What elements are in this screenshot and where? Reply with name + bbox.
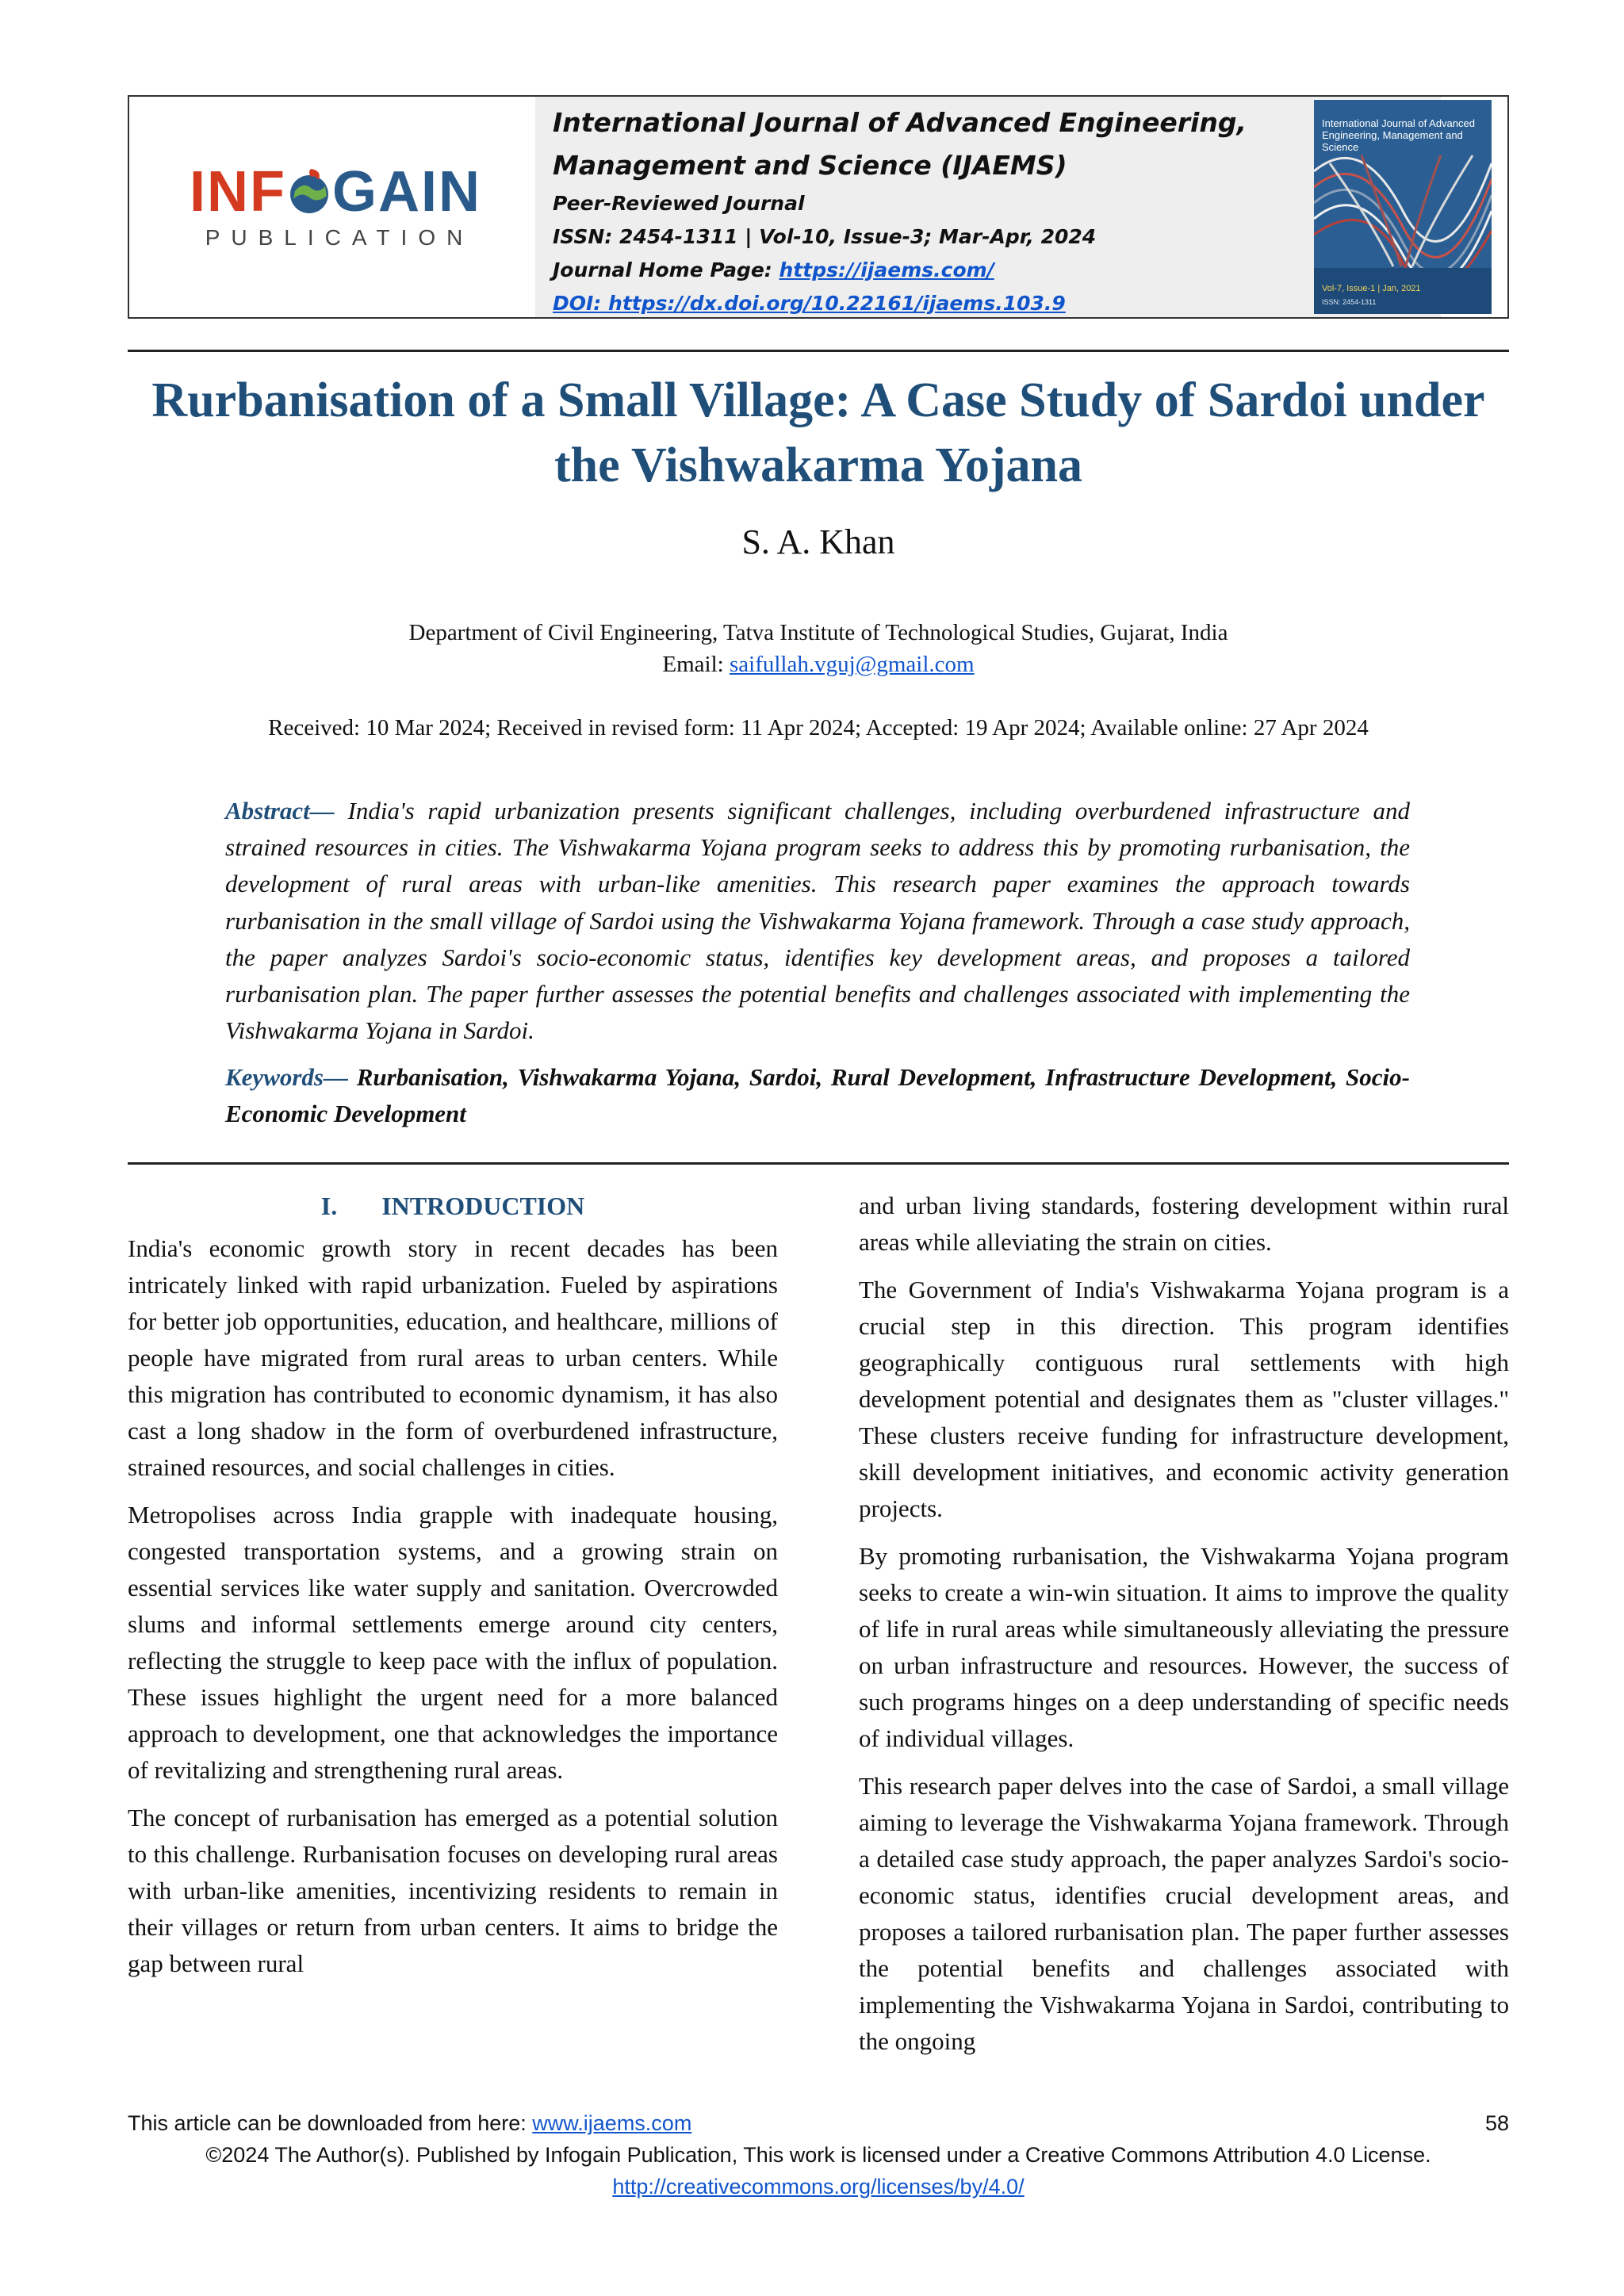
download-label: This article can be downloaded from here: <box>128 2111 533 2135</box>
globe-icon <box>287 167 331 216</box>
section-heading-introduction <box>128 1188 778 1224</box>
keywords-text: Rurbanisation, Vishwakarma Yojana, Sardoi, Rural Development, Infrastructure Development, Socio-Economic Development <box>225 1063 1410 1127</box>
paragraph: Metropolises across India grapple with inadequate housing, congested transportation systems, and a growing strain on essential services like water supply and sanitation. Overcrowded slums and informal settlements emerge around city centers, reflecting the struggle to keep pace with the influx of population. These issues highlight the urgent need for a more balanced approach to development, one that acknowledges the importance of revitalizing and strengthening rural areas. <box>128 1501 778 1784</box>
license-link[interactable]: http://creativecommons.org/licenses/by/4.0/ <box>612 2175 1025 2198</box>
paragraph: The concept of rurbanisation has emerged as a potential solution to this challenge. Rurbanisation focuses on developing rural areas with urban-like amenities, incentivizing residents to remain in their villages or return from urban centers. It aims to bridge the gap between rural <box>128 1804 778 1977</box>
paper-title: Rurbanisation of a Small Village: A Case Study of Sardoi under the Vishwakarma Yojana <box>151 373 1485 492</box>
publisher-logo <box>145 97 526 317</box>
author-name: S. A. Khan <box>741 522 895 561</box>
paragraph: By promoting rurbanisation, the Vishwakarma Yojana program seeks to create a win-win situation. It aims to improve the quality of life in rural areas while simultaneously alleviating the pressure on urban infrastructure and resources. However, the success of such programs hinges on a deep understanding of specific needs of individual villages. <box>859 1542 1509 1752</box>
peer-reviewed-label: Peer-Reviewed Journal <box>553 192 805 215</box>
license-line <box>128 2171 1509 2202</box>
footer-download-line <box>128 2107 1509 2139</box>
abstract-label: Abstract— <box>225 797 335 825</box>
logo-text-part2: GAIN <box>331 160 481 224</box>
email-label: Email: <box>662 652 730 677</box>
paragraph: India's economic growth story in recent decades has been intricately linked with rapid urbanization. Fueled by aspirations for better job opportunities, education, and healthcare, millions of people have migrated from rural areas to urban centers. While this migration has contributed to economic dynamism, it has also cast a long shadow in the form of overburdened infrastructure, strained resources, and social challenges in cities. <box>128 1234 778 1481</box>
journal-cover-image <box>1314 100 1492 314</box>
abstract-text: India's rapid urbanization presents significant challenges, including overburdened infrastructure and strained resources in cities. The Vishwakarma Yojana program seeks to address this by promoting rurbanisation, the development of rural areas with urban-like amenities. This research paper examines the approach towards rurbanisation in the small village of Sardoi using the Vishwakarma Yojana framework. Through a case study approach, the paper analyzes Sardoi's socio-economic status, identifies key development areas, and proposes a tailored rurbanisation plan. The paper further assesses the potential benefits and challenges associated with implementing the Vishwakarma Yojana in Sardoi. <box>225 797 1410 1045</box>
journal-title: International Journal of Advanced Engineering, Management and Science (IJAEMS) <box>553 107 1247 181</box>
logo-subtitle: PUBLICATION <box>205 225 474 250</box>
home-page-label: Journal Home Page: <box>553 258 779 281</box>
doi-label: DOI: <box>553 292 602 315</box>
paragraph: This research paper delves into the case of Sardoi, a small village aiming to leverage the Vishwakarma Yojana framework. Through a detailed case study approach, the paper analyzes Sardoi's socio-economic status, identifies crucial development areas, and proposes a tailored rurbanisation plan. The paper further assesses the potential benefits and challenges associated with implementing the Vishwakarma Yojana in Sardoi, contributing to the ongoing <box>859 1772 1509 2055</box>
right-column <box>859 1188 1509 2071</box>
paragraph: The Government of India's Vishwakarma Yojana program is a crucial step in this direction. This program identifies geographically contiguous rural settlements with high development potential and designates them as "cluster villages." These clusters receive funding for infrastructure development, skill development initiatives, and economic activity generation projects. <box>859 1276 1509 1522</box>
journal-info <box>535 97 1441 317</box>
home-page-line <box>553 254 1425 287</box>
abstract <box>225 793 1410 1049</box>
email-link[interactable]: saifullah.vguj@gmail.com <box>729 652 975 677</box>
keywords <box>225 1059 1410 1132</box>
doi-link[interactable]: https://dx.doi.org/10.22161/ijaems.103.9 <box>601 292 1066 315</box>
email-line <box>128 649 1509 680</box>
section-number: I. <box>320 1192 338 1220</box>
abstract-divider <box>128 1162 1509 1165</box>
license-text: ©2024 The Author(s). Published by Infogain Publication, This work is licensed under a Creative Commons Attribution 4.0 License. <box>205 2143 1431 2167</box>
cover-issn: ISSN: 2454-1311 <box>1322 298 1377 306</box>
section-title: INTRODUCTION <box>381 1192 585 1220</box>
keywords-label: Keywords— <box>225 1063 348 1091</box>
cover-volume: Vol-7, Issue-1 | Jan, 2021 <box>1322 284 1421 293</box>
affiliation: Department of Civil Engineering, Tatva Institute of Technological Studies, Gujarat, India <box>408 620 1228 645</box>
logo-wordmark <box>190 160 481 224</box>
issn-line: ISSN: 2454-1311 | Vol-10, Issue-3; Mar-Apr, 2024 <box>553 225 1097 248</box>
logo-text-part1: INF <box>190 160 286 224</box>
doi-line <box>553 287 1425 320</box>
cover-title: International Journal of Advanced Engineering, Management and Science <box>1322 117 1475 153</box>
publication-dates: Received: 10 Mar 2024; Received in revised form: 11 Apr 2024; Accepted: 19 Apr 2024; Available online: 27 Apr 2024 <box>268 715 1369 740</box>
page-number: 58 <box>1484 2111 1509 2135</box>
paragraph: and urban living standards, fostering development within rural areas while alleviating the strain on cities. <box>859 1192 1509 1256</box>
journal-header <box>128 95 1509 319</box>
download-link[interactable]: www.ijaems.com <box>532 2111 692 2135</box>
left-column <box>128 1188 778 1993</box>
home-page-link[interactable]: https://ijaems.com/ <box>779 258 994 281</box>
affiliation-block <box>128 617 1509 680</box>
header-divider <box>128 350 1509 352</box>
